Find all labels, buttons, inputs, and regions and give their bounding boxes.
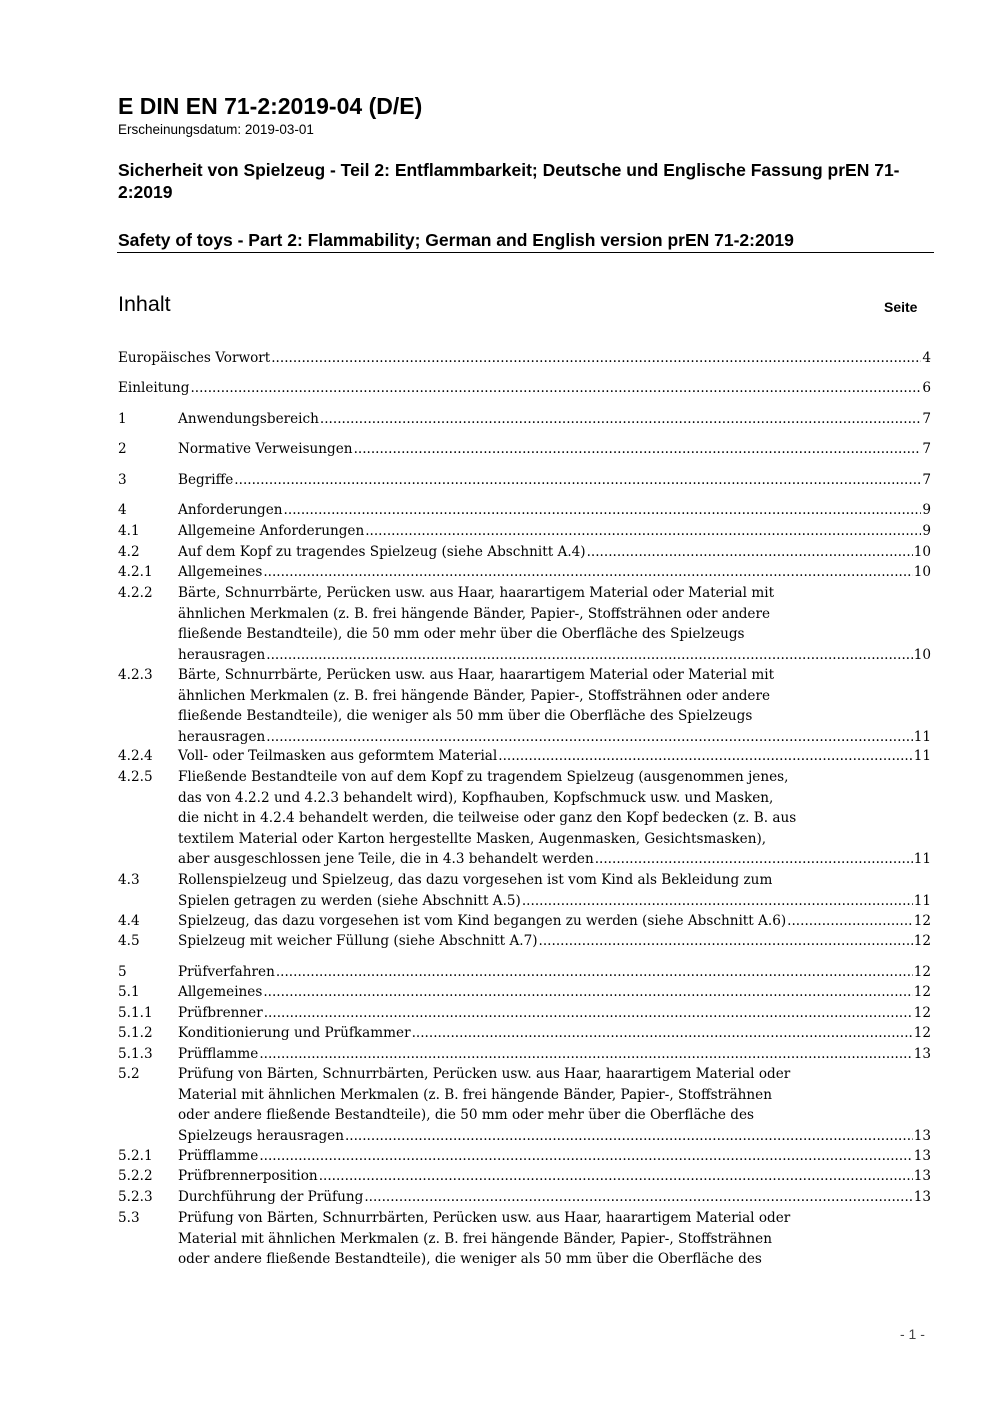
toc-dot-leader: [271, 348, 921, 369]
toc-entry-title: Prüfflamme: [178, 1046, 259, 1062]
toc-entry-title: oder andere fließende Bestandteile), die 50 mm oder mehr über die Oberfläche des: [178, 1107, 755, 1123]
toc-entry[interactable]: [118, 767, 931, 870]
toc-entry-title: Voll- oder Teilmasken aus geformtem Material: [178, 748, 498, 764]
toc-entry-number: 4.2.5: [118, 769, 153, 785]
toc-entry-number: 4.5: [118, 933, 140, 949]
page-number: - 1 -: [900, 1326, 925, 1342]
toc-entry-title: ähnlichen Merkmalen (z. B. frei hängende Bänder, Papier-, Stoffsträhnen oder andere: [178, 687, 771, 704]
toc-entry-title: textilem Material oder Karton hergestellte Masken, Augenmasken, Gesichtsmasken),: [178, 830, 767, 847]
toc-dot-leader: [587, 542, 913, 563]
toc-entry[interactable]: [118, 500, 931, 521]
toc-entry-title: Prüfung von Bärten, Schnurrbärten, Perücken usw. aus Haar, haarartigem Material oder: [178, 1210, 791, 1226]
toc-entry-page: 9: [922, 502, 931, 518]
toc-entry-page: 10: [913, 564, 931, 580]
toc-entry-title: Prüfbrennerposition: [178, 1168, 318, 1184]
toc-entry-title: Bärte, Schnurrbärte, Perücken usw. aus Haar, haarartigem Material oder Material mit: [178, 667, 775, 683]
toc-entry-number: 5.1: [118, 984, 140, 1000]
toc-entry-page: 11: [913, 851, 931, 867]
document-title: E DIN EN 71-2:2019-04 (D/E): [118, 93, 423, 119]
toc-entry-title: Auf dem Kopf zu tragendes Spielzeug (siehe Abschnitt A.4): [178, 544, 586, 560]
title-english: Safety of toys - Part 2: Flammability; German and English version prEN 71-2:2019: [118, 230, 794, 250]
toc-entry-title: Europäisches Vorwort: [118, 350, 271, 366]
toc-entry-title: Prüfflamme: [178, 1148, 259, 1164]
toc-dot-leader: [259, 1044, 912, 1065]
toc-entry-page: 12: [913, 1025, 931, 1041]
toc-entry[interactable]: [118, 521, 931, 542]
toc-dot-leader: [412, 1023, 913, 1044]
toc-entry-page: 11: [913, 728, 931, 745]
toc-entry-title: Anforderungen: [178, 502, 283, 518]
toc-entry-title: Konditionierung und Prüfkammer: [178, 1025, 411, 1041]
toc-dot-leader: [234, 470, 921, 491]
toc-dot-leader: [595, 849, 913, 870]
toc-entry-title: Prüfung von Bärten, Schnurrbärten, Perücken usw. aus Haar, haarartigem Material oder: [178, 1066, 791, 1082]
toc-entry-page: 11: [913, 892, 931, 909]
toc-entry[interactable]: [118, 1044, 931, 1065]
toc-dot-leader: [498, 746, 912, 767]
toc-entry-number: 4.2.2: [118, 585, 153, 601]
toc-entry-number: 5.2.3: [118, 1189, 153, 1205]
toc-entry-number: 5.1.1: [118, 1005, 153, 1021]
toc-entry-title: Material mit ähnlichen Merkmalen (z. B. frei hängende Bänder, Papier-, Stoffsträhnen: [178, 1086, 772, 1103]
toc-entry-title: Begriffe: [178, 472, 234, 488]
toc-entry-page: 11: [913, 748, 931, 764]
toc-entry[interactable]: [118, 542, 931, 563]
toc-dot-leader: [266, 645, 912, 666]
toc-entry-number: 5.1.3: [118, 1046, 153, 1062]
toc-entry-title: Einleitung: [118, 380, 190, 396]
toc-dot-leader: [345, 1126, 913, 1147]
toc-entry-page: 9: [922, 523, 931, 539]
toc-entry[interactable]: [118, 409, 931, 430]
toc-entry[interactable]: [118, 583, 931, 665]
toc-entry-number: 3: [118, 472, 127, 488]
toc-entry-page: 12: [913, 933, 931, 949]
toc-entry-number: 4.2.1: [118, 564, 153, 580]
toc-entry-page: 12: [913, 964, 931, 980]
toc-entry-title: Spielzeug, das dazu vorgesehen ist vom Kind begangen zu werden (siehe Abschnitt A.6): [178, 913, 787, 929]
toc-entry-title: Material mit ähnlichen Merkmalen (z. B. frei hängende Bänder, Papier-, Stoffsträhnen: [178, 1230, 772, 1247]
toc-entry-title: aber ausgeschlossen jene Teile, die in 4.3 behandelt werden: [178, 851, 594, 867]
toc-entry-page: 7: [922, 411, 931, 427]
toc-entry-number: 4.1: [118, 523, 140, 539]
toc-entry[interactable]: [118, 870, 931, 911]
toc-entry-title: Anwendungsbereich: [178, 411, 319, 427]
toc-page-column-heading: Seite: [884, 299, 918, 315]
toc-entry[interactable]: [118, 1146, 931, 1167]
toc-entry[interactable]: [118, 1187, 931, 1208]
toc-entry-title: die nicht in 4.2.4 behandelt werden, die teilweise oder ganz den Kopf bedecken (z. B. aus: [178, 810, 797, 826]
toc-entry-page: 12: [913, 913, 931, 929]
toc-entry-title: Durchführung der Prüfung: [178, 1189, 364, 1205]
toc-entry[interactable]: [118, 378, 931, 399]
toc-entry-page: 12: [913, 984, 931, 1000]
toc-entry-title: herausragen: [178, 728, 266, 745]
toc-dot-leader: [319, 1166, 913, 1187]
toc-entry-page: 7: [922, 472, 931, 488]
toc-dot-leader: [364, 1187, 912, 1208]
toc-entry[interactable]: [118, 470, 931, 491]
toc-entry[interactable]: [118, 931, 931, 952]
toc-entry-page: 7: [922, 441, 931, 457]
toc-entry-number: 5.3: [118, 1210, 140, 1226]
toc-entry-page: 10: [913, 544, 931, 560]
toc-dot-leader: [266, 727, 912, 748]
toc-entry-number: 5.2: [118, 1066, 140, 1082]
toc-entry-title: Spielen getragen zu werden (siehe Abschnitt A.5): [178, 892, 521, 909]
toc-entry-page: 6: [922, 380, 931, 396]
toc-entry-page: 13: [913, 1148, 931, 1164]
toc-dot-leader: [263, 982, 912, 1003]
toc-entry-title: Prüfbrenner: [178, 1005, 263, 1021]
publication-date: Erscheinungsdatum: 2019-03-01: [118, 122, 314, 137]
toc-entry-number: 4: [118, 502, 127, 518]
toc-entry-page: 13: [913, 1127, 931, 1144]
toc-entry[interactable]: [118, 911, 931, 932]
toc-dot-leader: [263, 562, 912, 583]
toc-dot-leader: [787, 911, 913, 932]
toc-dot-leader: [539, 931, 913, 952]
toc-entry-number: 4.2: [118, 544, 140, 560]
toc-entry-title: Bärte, Schnurrbärte, Perücken usw. aus Haar, haarartigem Material oder Material mit: [178, 585, 775, 601]
toc-entry-title: Prüfverfahren: [178, 964, 275, 980]
toc-entry-page: 10: [913, 646, 931, 663]
toc-entry-title: Allgemeines: [178, 564, 263, 580]
toc-entry-page: 12: [913, 1005, 931, 1021]
toc-entry-number: 2: [118, 441, 127, 457]
toc-entry[interactable]: [118, 665, 931, 747]
toc-entry[interactable]: [118, 982, 931, 1003]
toc-entry-number: 4.2.3: [118, 667, 153, 683]
toc-entry-number: 4.2.4: [118, 748, 153, 764]
toc-entry[interactable]: [118, 1064, 931, 1146]
toc-entry-title: herausragen: [178, 646, 266, 663]
toc-dot-leader: [320, 409, 921, 430]
toc-entry-page: 13: [913, 1189, 931, 1205]
toc-entry-title: Normative Verweisungen: [178, 441, 353, 457]
toc-dot-leader: [264, 1003, 913, 1024]
toc-dot-leader: [284, 500, 922, 521]
toc-entry-number: 5.1.2: [118, 1025, 153, 1041]
toc-entry[interactable]: [118, 1023, 931, 1044]
toc-entry-title: Fließende Bestandteile von auf dem Kopf zu tragendem Spielzeug (ausgenommen jenes,: [178, 769, 789, 785]
toc-entry[interactable]: [118, 1208, 931, 1270]
toc-dot-leader: [276, 962, 913, 983]
toc-entry-page: 13: [913, 1046, 931, 1062]
toc-entry-title: Allgemeine Anforderungen: [178, 523, 365, 539]
toc-entry[interactable]: [118, 962, 931, 983]
toc-entry-number: 5.2.1: [118, 1148, 153, 1164]
toc-entry-title: ähnlichen Merkmalen (z. B. frei hängende Bänder, Papier-, Stoffsträhnen oder andere: [178, 605, 771, 622]
toc-dot-leader: [190, 378, 921, 399]
toc-dot-leader: [365, 521, 921, 542]
toc-entry[interactable]: [118, 562, 931, 583]
toc-entry-number: 5: [118, 964, 127, 980]
toc-entry-number: 4.3: [118, 872, 140, 888]
toc-entry-page: 13: [913, 1168, 931, 1184]
toc-entry[interactable]: [118, 348, 931, 369]
toc-entry-title: das von 4.2.2 und 4.2.3 behandelt wird), Kopfhauben, Kopfschmuck usw. und Masken,: [178, 789, 774, 806]
toc-entry-number: 4.4: [118, 913, 140, 929]
toc-heading: Inhalt: [118, 292, 171, 316]
toc-entry[interactable]: [118, 1166, 931, 1187]
title-german: Sicherheit von Spielzeug - Teil 2: Entflammbarkeit; Deutsche und Englische Fassung prEN 71-2:2019: [118, 160, 900, 202]
toc-entry[interactable]: [118, 746, 931, 767]
toc-entry-number: 1: [118, 411, 127, 427]
toc-entry-title: Spielzeugs herausragen: [178, 1127, 344, 1144]
toc-entry[interactable]: [118, 439, 931, 460]
toc-entry-title: Rollenspielzeug und Spielzeug, das dazu vorgesehen ist vom Kind als Bekleidung zum: [178, 872, 773, 888]
toc-dot-leader: [522, 891, 913, 912]
toc-dot-leader: [354, 439, 922, 460]
toc-entry-title: oder andere fließende Bestandteile), die weniger als 50 mm über die Oberfläche des: [178, 1251, 762, 1267]
toc-entry-number: 5.2.2: [118, 1168, 153, 1184]
toc-entry-title: fließende Bestandteile), die weniger als 50 mm über die Oberfläche des Spielzeugs: [178, 708, 753, 724]
toc-entry-title: Allgemeines: [178, 984, 263, 1000]
toc-entry[interactable]: [118, 1003, 931, 1024]
toc-entry-title: Spielzeug mit weicher Füllung (siehe Abschnitt A.7): [178, 933, 538, 949]
toc-entry-title: fließende Bestandteile), die 50 mm oder mehr über die Oberfläche des Spielzeugs: [178, 626, 745, 642]
toc-dot-leader: [259, 1146, 912, 1167]
toc-entry-page: 4: [922, 350, 931, 366]
